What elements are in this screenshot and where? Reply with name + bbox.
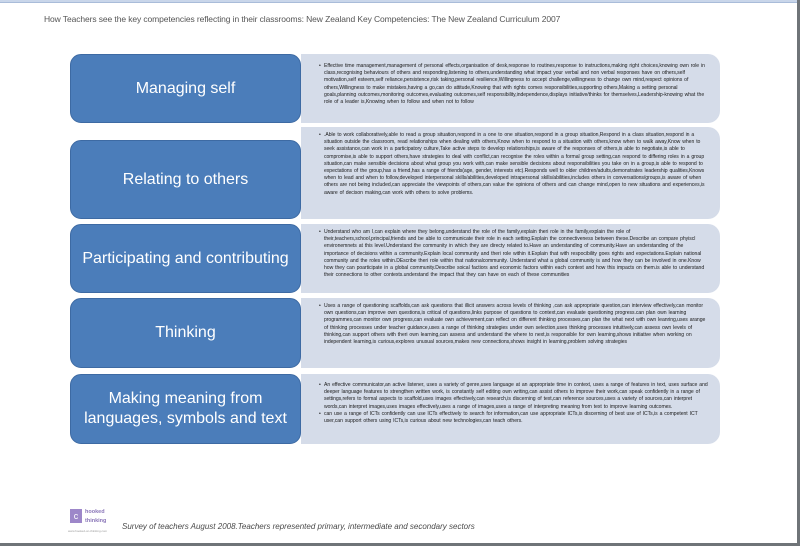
bullet-item — [319, 132, 708, 197]
bullet-icon: • — [319, 132, 321, 138]
competency-label-text: Thinking — [155, 324, 216, 341]
competency-row-making-meaning — [70, 374, 720, 444]
bullet-text: Effective time management,management of personal effects,organisation of desk,response to routines,response to instructions,making right choices,knowing own role in class,recognising behaviours of others and responding,listening to others,understanding what impact your verbal and non verbal responses have on others,self motivation,self esteem,self reliance,persistence,risk taking,personal resilience,Willingness to accept challenge,willingness to change own mind,respect opinions of others,Willingness to make mistakes,having a go,can do attitude,Knowing that with rights comes responsibilities,supporting others,Making a setting personal goals,planning outcomes,monitoring outcomes,evaluating outcomes,self responsibility,independence,displays initiative/thinks for themselves,Leadership-knowing what the role of a leader is,Knowing when to follow and when not to follow — [324, 63, 705, 106]
bullet-item — [319, 382, 708, 411]
logo-mark-icon: c — [70, 509, 82, 523]
bullet-icon: • — [319, 229, 321, 235]
bullet-item — [319, 303, 708, 346]
competency-row-thinking — [70, 298, 720, 368]
bullet-text: can use a range of ICTs confidently can use ICTs effectively to search for information,can use appropriate ICTs,is discerning of best use of ICTs,is a competent ICT user,can support others using ICTs,is curious about new technologies,can teach others. — [324, 410, 698, 425]
bullet-item — [319, 411, 708, 425]
bullet-icon: • — [319, 382, 321, 388]
bullet-text: Uses a range of questioning scaffolds,can ask questions that illicit answers across levels of thinking ,can ask appropriate question,can interview effectively,can monitor own questions,can improve own questions,is critical of questions,links purpose of questions to context,can evaluate questioning progress.can plan own learning programmes,can monitor own progress,can evaluate own achievement,can reflect on different thinking processes,can plan the what next with own leanring,uses arange of thinking processes under teacher guidance,uses a range of thinking strategies under own selection,uses thinking processes intuitively,can assess own levels of thinking,can support others with theri own learning,can assess and understand the where to next,is responsible for own learning,shows initiative when working on independent learning,is curious,explores unusual sources,makes new connections,shows insight in learning,problem solving strategies — [324, 303, 706, 346]
competency-label-text: Relating to others — [122, 170, 249, 188]
competency-row-managing-self — [70, 54, 720, 123]
bullet-item — [319, 63, 708, 106]
competency-label — [70, 298, 301, 368]
competency-description-panel — [301, 224, 720, 293]
competency-description-panel — [301, 374, 720, 444]
competency-label — [70, 224, 301, 293]
bullet-icon: • — [319, 303, 321, 309]
competency-row-participating-and-contributing — [70, 224, 720, 293]
competency-label — [70, 54, 301, 123]
competency-description-panel — [301, 54, 720, 123]
logo-url: www.hooked-on-thinking.com — [68, 529, 108, 533]
competency-label-text: Managing self — [135, 79, 236, 97]
page-title: How Teachers see the key competencies reflecting in their classrooms: New Zealand Key Competencies: The New Zealand Curriculum 2007 — [44, 14, 561, 24]
competency-row-relating-to-others — [70, 127, 720, 219]
bullet-text: An effective communicator,an active listener, uses a variety of genre,uses language at an appropriate time in context, uses a range of features in text, uses surface and deeper language features to strengthen written work, is constantly self editing own writing,can assist others to improve their work,can speak confidently in a range of settings,refers to formal aspects to scaffold,uses images effectively,can research,is discerning of text,can reference sources,uses a variety of sources,can interpret words,can interpret images,uses images effectively,uses a range of images,uses a range of interpreting meaning from text to improve learning outcomes. — [324, 382, 708, 410]
hooked-thinking-logo — [68, 505, 118, 539]
bullet-text: Understand who am I,can explain where they belong,understand the role of the family,explain theri role in the family,explain the role of their,teachers,school,principal,friends and be able to communicate their role in each setting.Explain the connectiveness between these.Describe an compare phyiscl environemnets at this level.Understand the community in which they are directy related to.Have an understanding of community.Have an understanding of the importance of decisions within a community.Explain local community and theri role within it.Explain that with respocibility goes rights and expectations.Explain national community and the roles within.DEscribe theri role within that nationalcommunity. Understand what a global community is and how they can be involved in one.Know how they can poarticipate in a global community.Describe soical factiors and economic factors within each context and how this impacts on them.is able to understand their connections to other contexts.understand the impact that they can have on each of these communities — [324, 229, 705, 279]
bullet-icon: • — [319, 410, 321, 417]
logo-word-hooked: hooked — [85, 509, 105, 515]
competency-label — [70, 140, 301, 219]
bullet-icon: • — [319, 63, 321, 69]
bullet-text: .Able to work collaboratively,able to read a group situation,respond in a one to one situation,respond in a group situation,Respond in a class situation,respond in a situation outside the classroom, read relationships when dealing with others,Know when to respond to a situation with others,know when to walk away,Know when to seek assistance,can work in a participatory culture,Take active steps to develop relationships,is aware of the responses of others,is able to negotiate,is able to compromise,is able to support others,have strategies to deal with conflict,can recognise the roles within a formal group setting,can respond to differing roles in a group situation,can make sensible decisions about what group you work with,can make sensible decisions about responsibilities you take on in a group,is able to respond to expectations of the group,has a friend,has a range of friends(age, gender, interests etc).Responds well to older children/adults,demonstrates leadership qualities,Knows when to lead and when to follow,developed interpersonal skills/abilities,developed intrapersonal skills/abilities,includes others in conversations/groups,is aware of when others are not being included,can appreciate the viewpoints of others,can value the opinions of others and can change mind,open to new situations and experiences,is aware of decison making,can work with others to solve problems. — [324, 132, 705, 196]
logo-word-thinking: thinking — [85, 518, 107, 524]
competency-label-text: Making meaning from languages, symbols and text — [84, 390, 287, 427]
bullet-item — [319, 229, 708, 279]
competency-description-panel — [301, 127, 720, 219]
competency-label — [70, 374, 301, 444]
survey-caption: Survey of teachers August 2008.Teachers represented primary, intermediate and secondary sectors — [122, 522, 475, 531]
ruler-strip — [0, 0, 800, 3]
competency-label-text: Participating and contributing — [82, 249, 289, 267]
competency-description-panel — [301, 298, 720, 368]
